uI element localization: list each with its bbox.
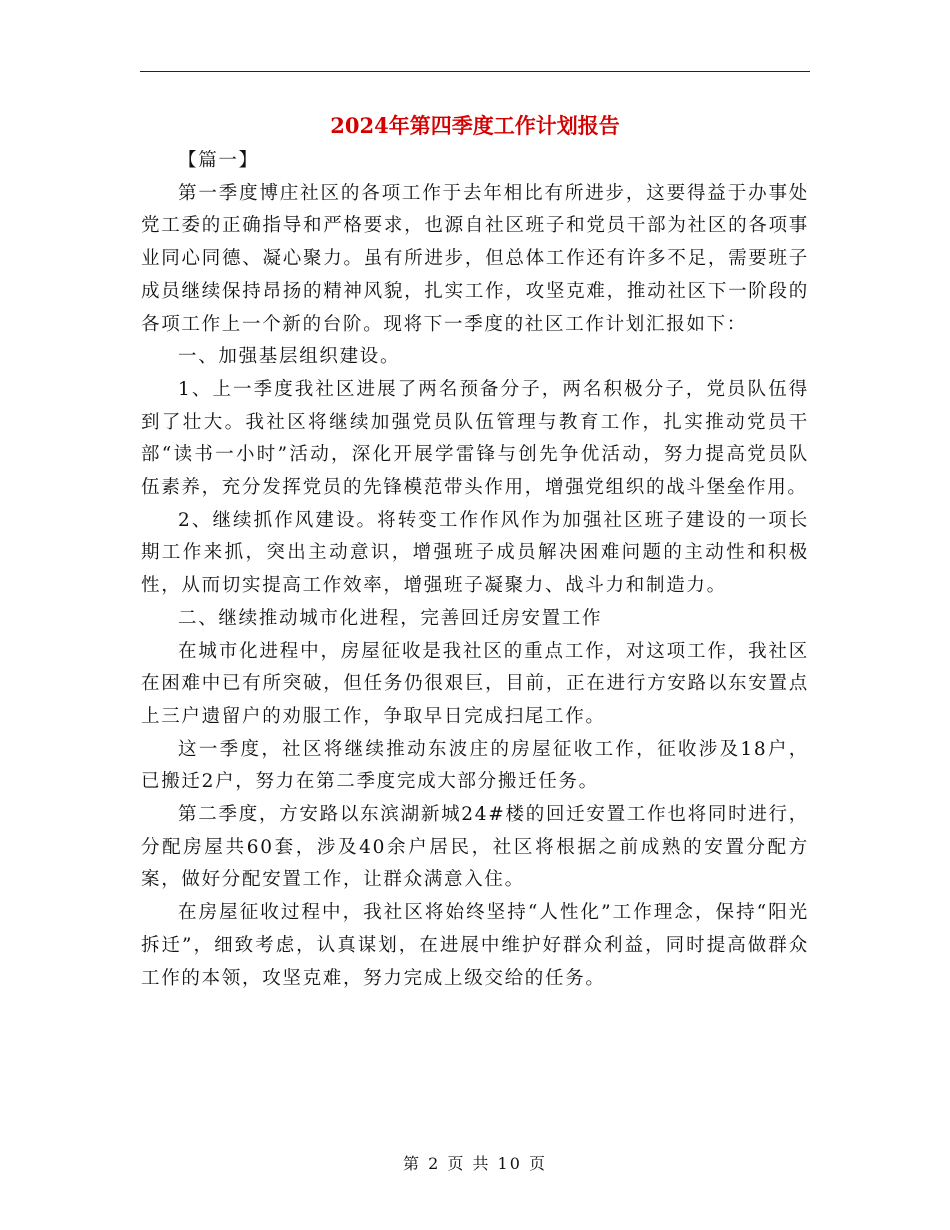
header-rule: [140, 71, 810, 72]
document-title: 2024年第四季度工作计划报告: [330, 113, 620, 138]
body-paragraph: 2、继续抓作风建设。将转变工作作风作为加强社区班子建设的一项长期工作来抓，突出主动意识，增强班子成员解决困难问题的主动性和积极性，从而切实提高工作效率，增强班子凝聚力、战斗力和制造力。: [141, 509, 809, 597]
intro-paragraph: 第一季度博庄社区的各项工作于去年相比有所进步，这要得益于办事处党工委的正确指导和严格要求，也源自社区班子和党员干部为社区的各项事业同心同德、凝心聚力。虽有所进步，但总体工作还有许多不足，需要班子成员继续保持昂扬的精神风貌，扎实工作，攻坚克难，推动社区下一阶段的各项工作上一个新的台阶。现将下一季度的社区工作计划汇报如下：: [141, 182, 809, 335]
section-heading-part-one: 【篇一】: [178, 150, 259, 171]
document-body: [141, 145, 809, 995]
body-paragraph: 在房屋征收过程中，我社区将始终坚持“人性化”工作理念，保持“阳光拆迁”，细致考虑，认真谋划，在进展中维护好群众利益，同时提高做群众工作的本领，攻坚克难，努力完成上级交给的任务。: [141, 902, 809, 989]
body-paragraph: 1、上一季度我社区进展了两名预备分子，两名积极分子，党员队伍得到了壮大。我社区将继续加强党员队伍管理与教育工作，扎实推动党员干部“读书一小时”活动，深化开展学雷锋与创先争优活动，努力提高党员队伍素养，充分发挥党员的先锋模范带头作用，增强党组织的战斗堡垒作用。: [141, 378, 809, 499]
section-heading-2: 二、继续推动城市化进程，完善回迁房安置工作: [178, 607, 603, 629]
body-paragraph: 第二季度，方安路以东滨湖新城24#楼的回迁安置工作也将同时进行，分配房屋共60套，涉及40余户居民，社区将根据之前成熟的安置分配方案，做好分配安置工作，让群众满意入住。: [141, 804, 809, 891]
body-paragraph: 这一季度，社区将继续推动东波庄的房屋征收工作，征收涉及18户，已搬迁2户，努力在第二季度完成大部分搬迁任务。: [141, 738, 809, 793]
page-number: 第 2 页 共 10 页: [403, 1154, 547, 1173]
body-paragraph: 在城市化进程中，房屋征收是我社区的重点工作，对这项工作，我社区在困难中已有所突破，但任务仍很艰巨，目前，正在进行方安路以东安置点上三户遗留户的劝服工作，争取早日完成扫尾工作。: [141, 640, 809, 727]
section-heading-1: 一、加强基层组织建设。: [178, 346, 401, 368]
